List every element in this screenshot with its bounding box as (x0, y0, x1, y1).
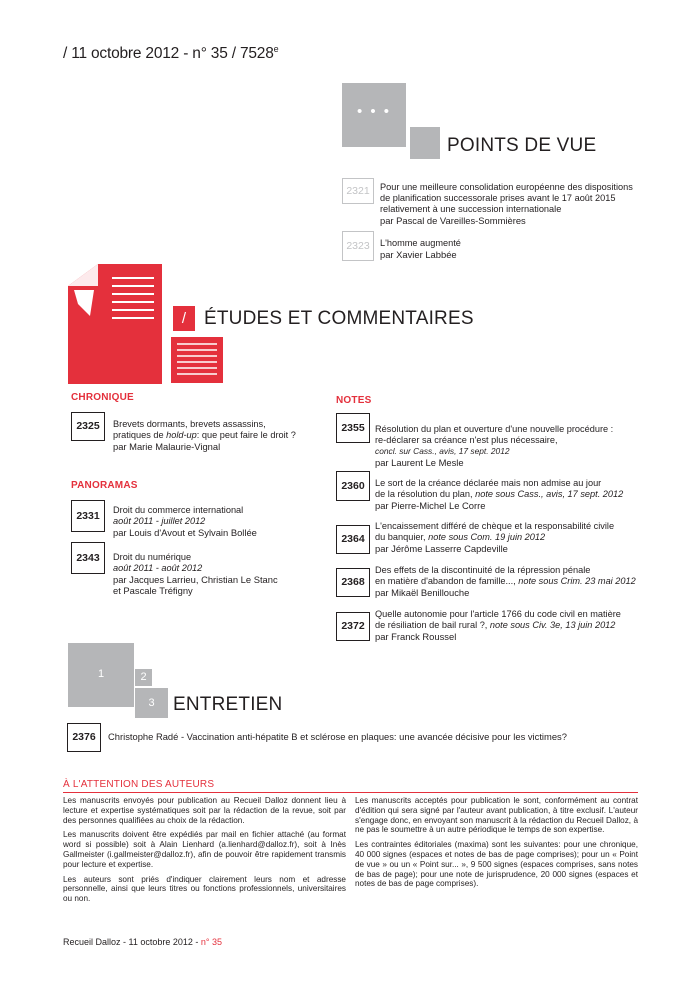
entry-2331[interactable] (113, 505, 257, 538)
entretien-icon-block-2: 2 (135, 669, 152, 686)
entry-number-2343[interactable]: 2343 (71, 542, 105, 574)
footer-text: Recueil Dalloz - 11 octobre 2012 - (63, 937, 201, 947)
divider (63, 792, 638, 793)
entry-line: de résiliation de bail rural ?, note sous Civ. 3e, 13 juin 2012 (375, 620, 616, 630)
entry-2360[interactable] (375, 478, 623, 511)
entry-line: de planification successorale prises avant le 17 août 2015 (380, 193, 616, 203)
entry-author: par Pierre-Michel Le Corre (375, 500, 486, 511)
entry-author: par Louis d'Avout et Sylvain Bollée (113, 527, 257, 538)
entry-author: par Marie Malaurie-Vignal (113, 441, 221, 452)
entry-number-2321[interactable]: 2321 (342, 178, 374, 204)
notice-paragraph: Les contraintes éditoriales (maxima) sont les suivantes: pour une chronique, 40 000 signes (espaces et notes de bas de page comprises); pour un « Point de vue » ou un « Point sur... », 9 500 signes (espaces comprises, sans notes de bas de page); pour une note de jurisprudence, 20 000 signes (espaces et notes de bas de page comprises). (355, 840, 638, 889)
footer-issue: n° 35 (200, 937, 223, 947)
entry-number-2325[interactable]: 2325 (71, 412, 105, 441)
notice-paragraph: Les manuscrits envoyés pour publication au Recueil Dalloz donnent lieu à lecture et expertise systématiques soit par la rédaction de la revue, soit par des personnes qualifiées au choix de la rédaction. (63, 796, 346, 825)
authors-notice-heading: À L'ATTENTION DES AUTEURS (63, 779, 215, 790)
section-title-etudes: ÉTUDES ET COMMENTAIRES (204, 308, 474, 329)
authors-notice-left-column (63, 796, 346, 909)
entry-2376[interactable]: Christophe Radé - Vaccination anti-hépatite B et sclérose en plaques: une avancée décisive pour les victimes? (108, 731, 567, 742)
entry-line: de la résolution du plan, note sous Cass., avis, 17 sept. 2012 (375, 489, 624, 499)
entry-number-2323[interactable]: 2323 (342, 231, 374, 261)
entry-line: re-déclarer sa créance n'est plus nécessaire, (375, 435, 558, 445)
entry-2364[interactable] (375, 521, 614, 554)
ellipsis-icon: • • • (356, 103, 392, 120)
entry-line: Droit du numérique (113, 552, 192, 562)
entry-line: Droit du commerce international (113, 505, 244, 515)
notice-paragraph: Les manuscrits acceptés pour publication le sont, conformément au contrat d'édition qui sera signé par l'auteur avant publication, à titre exclusif. L'auteur s'engage donc, en envoyant son manuscrit à la rédaction du Recueil Dalloz, à ne pas le soumettre à un autre périodique le temps de son expertise. (355, 796, 638, 835)
entry-line: Résolution du plan et ouverture d'une nouvelle procédure : (375, 424, 614, 434)
lined-document-icon (171, 337, 223, 383)
entretien-icon-block-3: 3 (135, 688, 168, 718)
category-panoramas: PANORAMAS (71, 480, 138, 491)
entry-author: par Franck Roussel (375, 631, 457, 642)
entry-period: août 2011 - août 2012 (113, 563, 203, 573)
entry-source: concl. sur Cass., avis, 17 sept. 2012 (375, 446, 510, 456)
entry-author: par Laurent Le Mesle (375, 457, 464, 468)
entry-author: et Pascale Tréfigny (113, 585, 193, 596)
entretien-icon-block-1: 1 (68, 643, 134, 707)
entry-number-2364[interactable]: 2364 (336, 525, 370, 554)
entry-line: en matière d'abandon de famille..., note sous Crim. 23 mai 2012 (375, 576, 636, 586)
entry-2355[interactable] (375, 424, 613, 468)
entry-author: par Xavier Labbée (380, 249, 457, 260)
entry-author: par Jérôme Lasserre Capdeville (375, 543, 508, 554)
entry-number-2355[interactable]: 2355 (336, 413, 370, 443)
entry-author: par Mikaël Benillouche (375, 587, 470, 598)
entry-line: du banquier, note sous Com. 19 juin 2012 (375, 532, 546, 542)
slash-icon: / (173, 306, 195, 331)
entry-line: Des effets de la discontinuité de la répression pénale (375, 565, 591, 575)
issue-sup: e (273, 44, 279, 54)
entry-line: Le sort de la créance déclarée mais non admise au jour (375, 478, 602, 488)
entry-line: Brevets dormants, brevets assassins, (113, 419, 266, 429)
section-title-entretien: ENTRETIEN (173, 694, 283, 715)
document-icon (68, 264, 162, 384)
entry-number-2372[interactable]: 2372 (336, 612, 370, 641)
entry-2323[interactable] (380, 238, 461, 260)
entry-line: Pour une meilleure consolidation européenne des dispositions (380, 182, 633, 192)
entry-period: août 2011 - juillet 2012 (113, 516, 206, 526)
entry-line: relativement à une succession internationale (380, 204, 562, 214)
entry-number-2368[interactable]: 2368 (336, 568, 370, 597)
entry-author: par Jacques Larrieu, Christian Le Stanc (113, 574, 278, 585)
entry-number-2331[interactable]: 2331 (71, 500, 105, 532)
section-title-points-de-vue: POINTS DE VUE (447, 135, 597, 156)
entry-2368[interactable] (375, 565, 636, 598)
entry-number-2376[interactable]: 2376 (67, 723, 101, 752)
entry-line: pratiques de hold-up: que peut faire le droit ? (113, 430, 296, 440)
entry-number-2360[interactable]: 2360 (336, 471, 370, 501)
points-de-vue-icon-small-block (410, 127, 440, 159)
entry-author: par Pascal de Vareilles-Sommières (380, 215, 526, 226)
notice-paragraph: Les manuscrits doivent être expédiés par mail en fichier attaché (au format word si possible) soit à Alain Lienhard (a.lienhard@dalloz.fr), soit à Inès Gallmeister (i.gallmeister@dalloz.fr), afin de pouvoir être rapidement transmis pour lecture et expertise. (63, 830, 346, 869)
category-notes: NOTES (336, 395, 372, 406)
entry-2325[interactable] (113, 419, 296, 452)
issue-header (63, 44, 278, 63)
page-footer (63, 937, 222, 947)
entry-line: L'encaissement différé de chèque et la responsabilité civile (375, 521, 615, 531)
category-chronique: CHRONIQUE (71, 392, 134, 403)
entry-line: Quelle autonomie pour l'article 1766 du code civil en matière (375, 609, 621, 619)
issue-line: / 11 octobre 2012 - n° 35 / 7528 (63, 45, 274, 63)
notice-paragraph: Les auteurs sont priés d'indiquer clairement leurs nom et adresse personnelle, ainsi que leurs titres ou fonctions professionnels, universitaires ou non. (63, 874, 346, 904)
entry-line: L'homme augmenté (380, 238, 461, 248)
entry-2372[interactable] (375, 609, 621, 642)
entry-2343[interactable] (113, 552, 278, 596)
entry-2321[interactable] (380, 182, 633, 226)
authors-notice-right-column (355, 796, 638, 894)
